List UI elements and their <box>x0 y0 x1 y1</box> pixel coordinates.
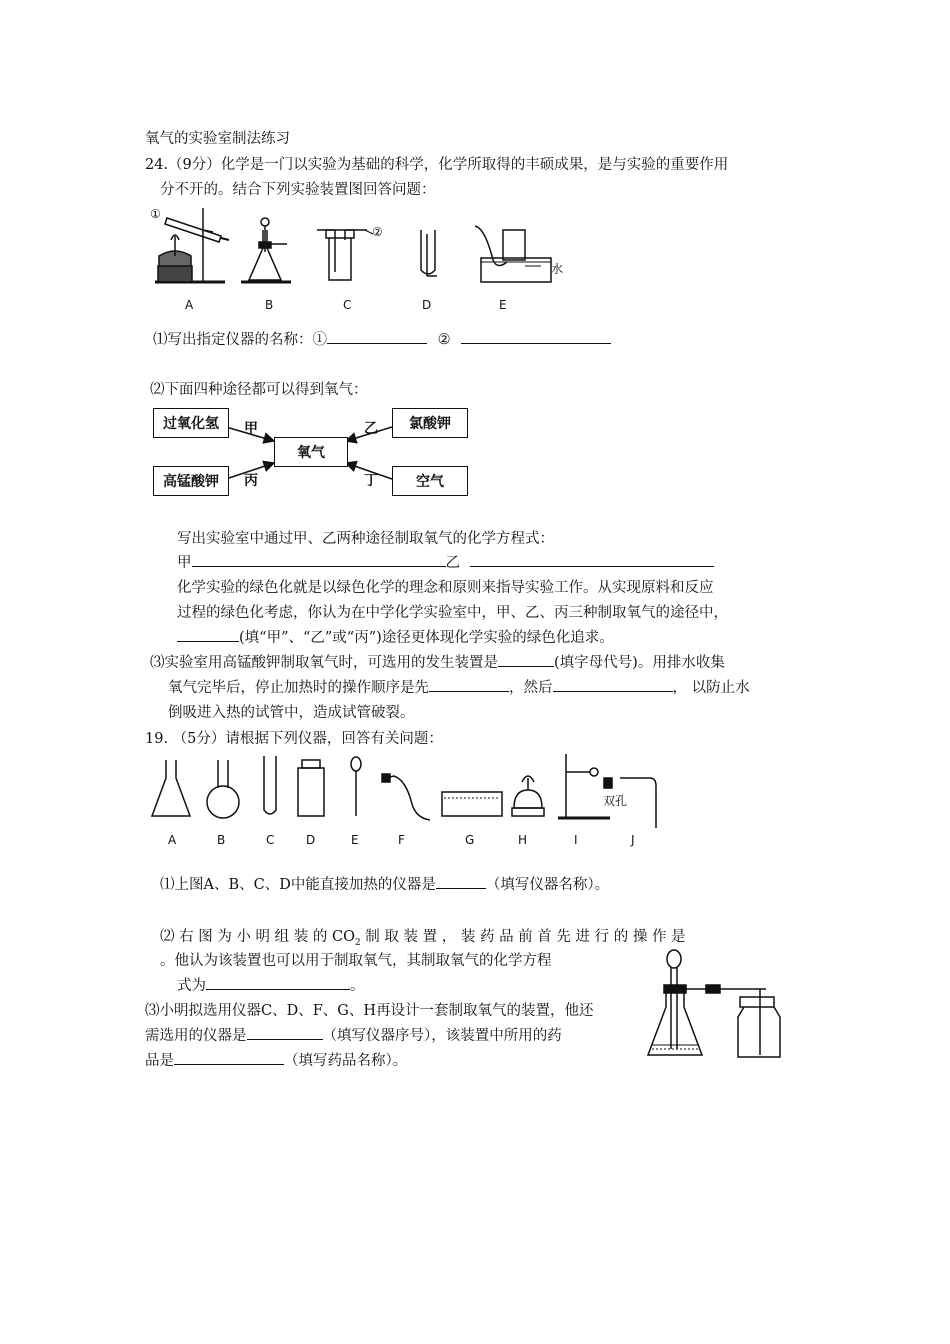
answer-blank-equation-yi[interactable] <box>470 565 714 567</box>
q24-part3-text-a: ⑶实验室用高锰酸钾制取氧气时，可选用的发生装置是 <box>150 655 498 671</box>
q19-part1-text-a: ⑴上图A、B、C、D中能直接加热的仪器是 <box>160 877 436 893</box>
instrument-label-j: J <box>631 833 635 847</box>
double-hole-label: 双孔 <box>603 794 628 808</box>
q24-part1-mark2: ② <box>437 332 451 348</box>
answer-blank-green[interactable] <box>177 640 239 642</box>
answer-blank-then-step[interactable] <box>553 690 673 692</box>
instrument-label-c: C <box>266 833 275 847</box>
instrument-label-d: D <box>306 833 316 847</box>
q24-part3-line2 <box>168 676 750 697</box>
q19-part2-text-a: ⑵ 右 图 为 小 明 组 装 的 CO <box>160 929 355 945</box>
path-label-ding: 丁 <box>364 473 378 489</box>
path-label-jia: 甲 <box>244 421 258 437</box>
equation-lines <box>177 551 714 572</box>
instrument-label-b: B <box>217 833 226 847</box>
node-potassium-chlorate: 氯酸钾 <box>392 408 468 438</box>
node-air: 空气 <box>392 466 468 496</box>
apparatus-label-d: D <box>422 298 432 312</box>
q19-part1-text-b: （填写仪器名称）。 <box>485 877 610 893</box>
q19-part3-line1: ⑶小明拟选用仪器C、D、F、G、H再设计一套制取氧气的装置，他还 <box>145 1003 594 1019</box>
q24-header-line2: 分不开的。结合下列实验装置图回答问题： <box>160 182 436 198</box>
apparatus-label-c: C <box>343 298 352 312</box>
answer-blank-reagent[interactable] <box>174 1063 284 1065</box>
apparatus-label-b: B <box>265 298 274 312</box>
answer-blank-direct-heat[interactable] <box>436 887 486 889</box>
q19-part1 <box>160 873 609 894</box>
green-line2: 过程的绿色化考虑，你认为在中学化学实验室中，甲、乙、丙三种制取氧气的途径中， <box>177 605 728 621</box>
q24-part1 <box>153 328 611 349</box>
circle-label-1: ① <box>150 207 161 221</box>
q19-part2-text-b: 制 取 装 置 ， 装 药 品 前 首 先 进 行 的 操 作 是 <box>360 929 686 945</box>
q24-part3-text-c: 氧气完毕后，停止加热时的操作顺序是先 <box>168 680 429 696</box>
page-title: 氧气的实验室制法练习 <box>145 131 290 147</box>
equation-label-yi: 乙 <box>445 555 460 571</box>
q24-part3-line1 <box>150 651 725 672</box>
green-line3 <box>177 626 614 647</box>
node-potassium-permanganate: 高锰酸钾 <box>153 466 229 496</box>
q24-part2: ⑵下面四种途径都可以得到氧气： <box>150 382 368 398</box>
q24-header-line1: 24.（9分）化学是一门以实验为基础的科学，化学所取得的丰硕成果，是与实验的重要作用 <box>145 157 729 173</box>
q19-part2-line3 <box>177 974 365 995</box>
q24-part3-text-d: ，然后 <box>509 680 553 696</box>
instrument-label-g: G <box>465 833 475 847</box>
apparatus-label-a: A <box>185 298 194 312</box>
q19-part2-text-d: 式为 <box>177 978 206 994</box>
instruments-figure <box>150 750 670 830</box>
q19-part2-subscript: 2 <box>354 937 361 948</box>
circle-label-2: ② <box>372 225 383 239</box>
answer-blank-first-step[interactable] <box>429 690 509 692</box>
apparatus-label-e: E <box>499 298 507 312</box>
instrument-label-i: I <box>574 833 578 847</box>
answer-blank-equation-jia[interactable] <box>192 565 446 567</box>
equation-prompt: 写出实验室中通过甲、乙两种途径制取氧气的化学方程式： <box>177 531 554 547</box>
q24-part3-text-b: (填字母代号)。用排水收集 <box>554 655 725 671</box>
q19-part2-line1 <box>160 925 686 948</box>
instrument-label-a: A <box>168 833 177 847</box>
answer-blank-o2-equation[interactable] <box>206 988 350 990</box>
answer-blank-instrument-number[interactable] <box>247 1038 323 1040</box>
instrument-label-f: F <box>398 833 405 847</box>
q24-part3-line3: 倒吸进入热的试管中，造成试管破裂。 <box>168 705 415 721</box>
q19-header: 19. （5分）请根据下列仪器，回答有关问题： <box>145 731 443 747</box>
instrument-label-e: E <box>351 833 359 847</box>
node-hydrogen-peroxide: 过氧化氢 <box>153 408 229 438</box>
water-label: 水 <box>551 262 564 276</box>
node-oxygen: 氧气 <box>274 437 348 467</box>
co2-apparatus-figure <box>640 945 790 1065</box>
equation-label-jia: 甲 <box>177 555 192 571</box>
q24-part1-prompt: ⑴写出指定仪器的名称：① <box>153 332 327 348</box>
green-line3-text: (填“甲”、“乙”或“丙”)途径更体现化学实验的绿色化追求。 <box>239 630 614 646</box>
q19-part2-line2: 。他认为该装置也可以用于制取氧气，其制取氧气的化学方程 <box>160 953 552 969</box>
answer-blank-generator[interactable] <box>498 665 554 667</box>
path-label-yi: 乙 <box>364 421 378 437</box>
q19-part3-line2 <box>145 1024 562 1045</box>
answer-blank-instrument-1[interactable] <box>327 342 427 344</box>
green-line1: 化学实验的绿色化就是以绿色化学的理念和原则来指导实验工作。从实现原料和反应 <box>177 580 714 596</box>
q24-part3-text-e: ， 以防止水 <box>672 680 750 696</box>
q19-part2-text-e: 。 <box>350 978 365 994</box>
q19-part3-text-c: （填写仪器序号），该装置中所用的药 <box>322 1028 562 1044</box>
apparatus-figure <box>145 200 585 320</box>
q19-part3-line3 <box>145 1049 407 1070</box>
q19-part3-text-e: （填写药品名称）。 <box>284 1053 408 1069</box>
path-label-bing: 丙 <box>244 473 258 489</box>
q19-part3-text-b: 需选用的仪器是 <box>145 1028 247 1044</box>
instrument-label-h: H <box>518 833 528 847</box>
answer-blank-instrument-2[interactable] <box>461 342 611 344</box>
q19-part3-text-d: 品是 <box>145 1053 174 1069</box>
